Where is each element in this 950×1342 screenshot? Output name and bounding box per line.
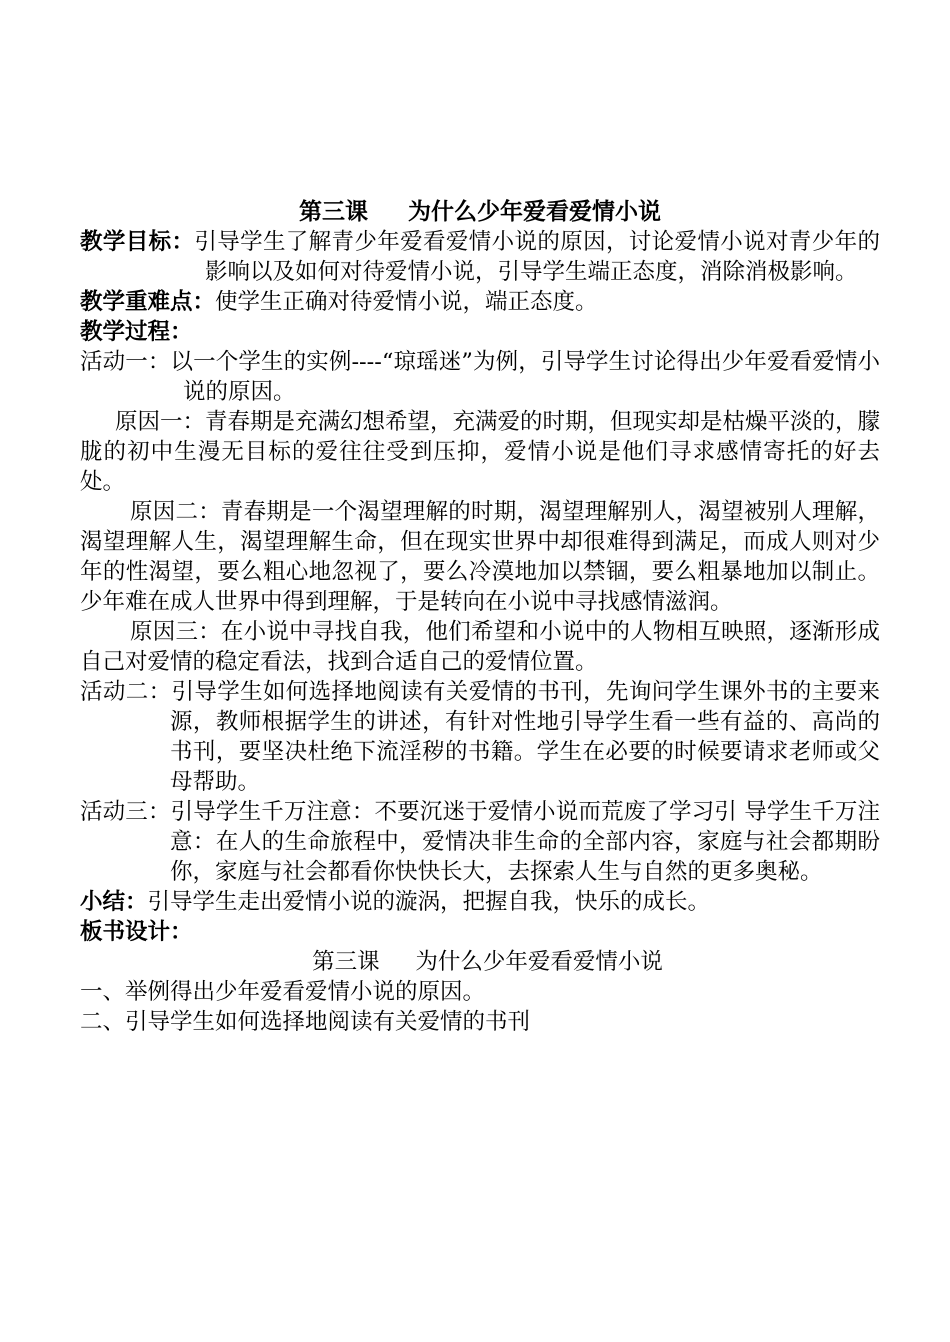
board-title: 第三课 为什么少年爱看爱情小说 bbox=[312, 949, 663, 975]
summary-section bbox=[80, 887, 880, 917]
board-item: 一、举例得出少年爱看爱情小说的原因。 bbox=[80, 979, 486, 1005]
board-design-label: 板书设计： bbox=[80, 919, 193, 945]
objective-section bbox=[80, 227, 880, 287]
key-points-label: 教学重难点： bbox=[80, 289, 216, 315]
summary-text: 引导学生走出爱情小说的漩涡，把握自我，快乐的成长。 bbox=[147, 889, 711, 915]
reason-three: 原因三：在小说中寻找自我，他们希望和小说中的人物相互映照，逐渐形成自己对爱情的稳定看法，找到合适自己的爱情位置。 bbox=[80, 619, 880, 675]
objective-text: 引导学生了解青少年爱看爱情小说的原因，讨论爱情小说对青少年的影响以及如何对待爱情小说，引导学生端正态度，消除消极影响。 bbox=[194, 229, 880, 285]
key-points-text: 使学生正确对待爱情小说，端正态度。 bbox=[215, 289, 598, 315]
reason-two: 原因二：青春期是一个渴望理解的时期，渴望理解别人，渴望被别人理解，渴望理解人生，渴望理解生命，但在现实世界中却很难得到满足，而成人则对少年的性渴望，要么粗心地忽视了，要么冷漠地加以禁锢，要么粗暴地加以制止。少年难在成人世界中得到理解，于是转向在小说中寻找感情滋润。 bbox=[80, 499, 880, 615]
process-label: 教学过程： bbox=[80, 319, 193, 345]
summary-label: 小结： bbox=[80, 889, 148, 915]
objective-label: 教学目标： bbox=[80, 229, 195, 255]
activity-two: 活动二：引导学生如何选择地阅读有关爱情的书刊，先询问学生课外书的主要来源，教师根据学生的讲述，有针对性地引导学生看一些有益的、高尚的书刊，要坚决杜绝下流淫秽的书籍。学生在必要的时候要请求老师或父母帮助。 bbox=[80, 679, 880, 795]
key-points-section bbox=[80, 287, 880, 317]
activity-three: 活动三：引导学生千万注意：不要沉迷于爱情小说而荒废了学习引 导学生千万注意：在人的生命旅程中，爱情决非生命的全部内容，家庭与社会都期盼你，家庭与社会都看你快快长大，去探索人生与自然的更多奥秘。 bbox=[80, 799, 880, 885]
document-page bbox=[80, 197, 880, 1037]
activity-one: 活动一：以一个学生的实例----“琼瑶迷”为例，引导学生讨论得出少年爱看爱情小说的原因。 bbox=[80, 349, 880, 405]
reason-one: 原因一：青春期是充满幻想希望，充满爱的时期，但现实却是枯燥平淡的，朦胧的初中生漫无目标的爱往往受到压抑，爱情小说是他们寻求感情寄托的好去处。 bbox=[80, 409, 881, 495]
lesson-title: 第三课 为什么少年爱看爱情小说 bbox=[298, 199, 662, 225]
board-item: 二、引导学生如何选择地阅读有关爱情的书刊 bbox=[80, 1009, 531, 1035]
